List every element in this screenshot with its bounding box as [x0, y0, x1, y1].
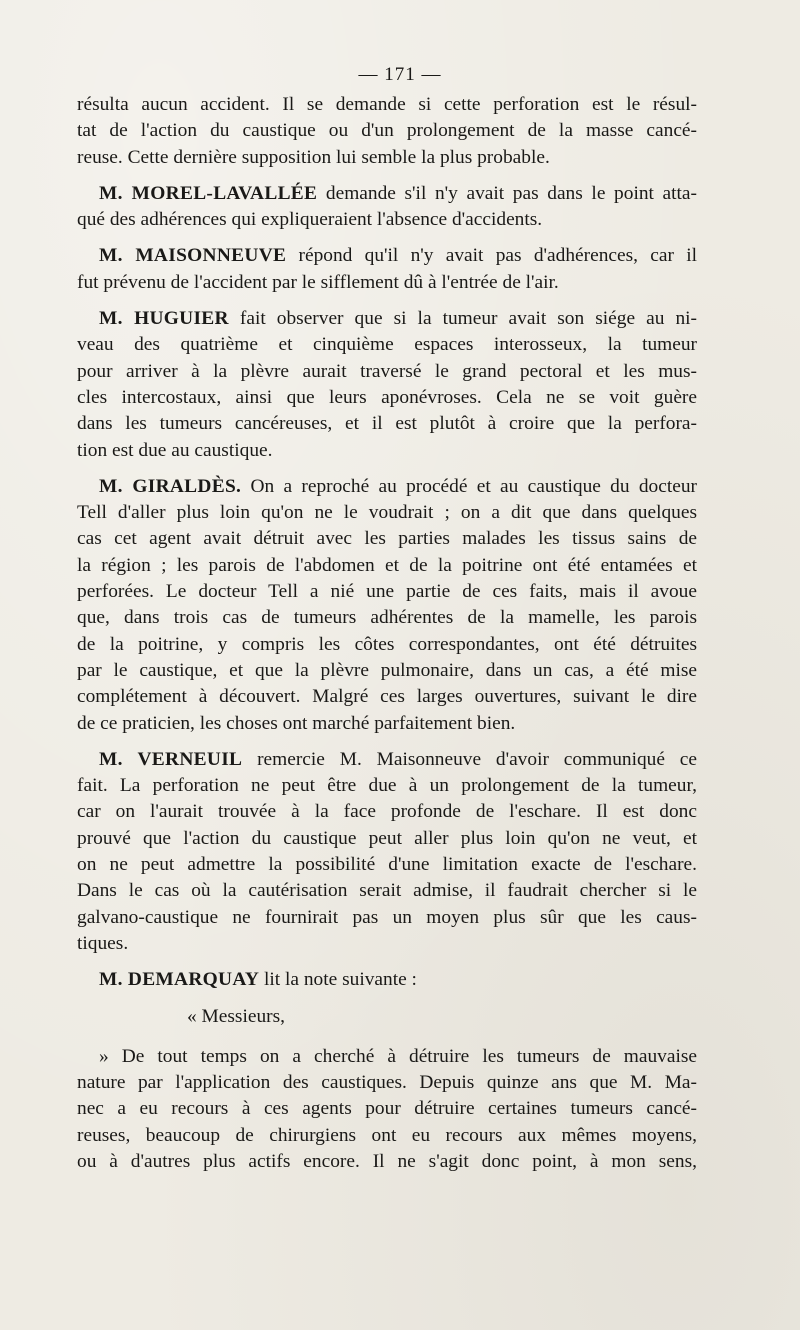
text-line: nature par l'application des caustiques. Depuis quinze ans que M. Ma- [77, 1072, 697, 1094]
text-line: cles intercostaux, ainsi que leurs aponévroses. Cela ne se voit guère [77, 386, 697, 408]
text-line: » De tout temps on a cherché à détruire les tumeurs de mauvaise [99, 1045, 697, 1067]
text-line [77, 967, 697, 993]
text-line: la région ; les parois de l'abdomen et de la poitrine ont été entamées et [77, 554, 697, 576]
text-line: veau des quatrième et cinquième espaces interosseux, la tumeur [77, 334, 697, 356]
text-line: nec a eu recours à ces agents pour détruire certaines tumeurs cancé- [77, 1098, 697, 1120]
page-text [77, 92, 697, 1185]
text-line [77, 181, 697, 207]
paragraph-verneuil [77, 747, 697, 957]
speaker-name: M. DEMARQUAY [99, 969, 260, 991]
text-line: tion est due au caustique. [77, 439, 273, 461]
paragraph-continuation [77, 92, 697, 171]
text-line: prouvé que l'action du caustique peut aller plus loin qu'on ne veut, et [77, 827, 697, 849]
text-line: fait. La perforation ne peut être due à un prolongement de la tumeur, [77, 775, 697, 797]
text-fragment: demande s'il n'y avait pas dans le point atta- [317, 182, 697, 204]
text-fragment: remercie M. Maisonneuve d'avoir communiqué ce [242, 748, 697, 770]
text-line: tiques. [77, 932, 129, 954]
text-line: complétement à découvert. Malgré ces larges ouvertures, suivant le dire [77, 686, 697, 708]
text-line: on ne peut admettre la possibilité d'une limitation exacte de l'eschare. [77, 854, 697, 876]
text-line: cas cet agent avait détruit avec les parties malades les tissus sains de [77, 528, 697, 550]
text-line: qué des adhérences qui expliqueraient l'absence d'accidents. [77, 209, 543, 231]
text-line: fut prévenu de l'accident par le sifflement dû à l'entrée de l'air. [77, 271, 559, 293]
text-line: perforées. Le docteur Tell a nié une partie de ces faits, mais il avoue [77, 581, 697, 603]
text-line: reuse. Cette dernière supposition lui semble la plus probable. [77, 146, 550, 168]
paragraph-huguier [77, 306, 697, 464]
speaker-name: M. VERNEUIL [99, 748, 243, 770]
text-line: car on l'aurait trouvée à la face profonde de l'eschare. Il est donc [77, 801, 697, 823]
text-line: Dans le cas où la cautérisation serait admise, il faudrait chercher si le [77, 880, 697, 902]
text-line: pour arriver à la plèvre aurait traversé le grand pectoral et les mus- [77, 360, 697, 382]
paragraph-note [77, 1044, 697, 1175]
text-line [77, 747, 697, 773]
text-fragment: On a reproché au procédé et au caustique du docteur [241, 475, 697, 497]
text-fragment: lit la note suivante : [259, 969, 417, 991]
salutation: « Messieurs, [187, 1005, 286, 1027]
text-fragment: fait observer que si la tumeur avait son siége au ni- [228, 308, 697, 330]
text-line [77, 306, 697, 332]
text-line: Tell d'aller plus loin qu'on ne le voudrait ; on a dit que dans quelques [77, 502, 697, 524]
text-line: tat de l'action du caustique ou d'un prolongement de la masse cancé- [77, 120, 697, 142]
text-line: par le caustique, et que la plèvre pulmonaire, dans un cas, a été mise [77, 659, 697, 681]
speaker-name: M. MAISONNEUVE [99, 245, 287, 267]
speaker-name: M. HUGUIER [99, 308, 229, 330]
text-line: résulta aucun accident. Il se demande si cette perforation est le résul- [77, 94, 697, 115]
text-line: de ce praticien, les choses ont marché parfaitement bien. [77, 712, 516, 734]
text-line [77, 243, 697, 269]
paragraph-maisonneuve [77, 243, 697, 296]
text-line: dans les tumeurs cancéreuses, et il est plutôt à croire que la perfora- [77, 413, 697, 435]
speaker-name: M. GIRALDÈS. [99, 475, 242, 497]
text-line [77, 474, 697, 500]
page-number: — 171 — [358, 64, 442, 85]
text-line: de la poitrine, y compris les côtes correspondantes, ont été détruites [77, 633, 697, 655]
text-line: que, dans trois cas de tumeurs adhérentes de la mamelle, les parois [77, 607, 697, 629]
paragraph-giraldes [77, 474, 697, 737]
text-line: reuses, beaucoup de chirurgiens ont eu recours aux mêmes moyens, [77, 1124, 697, 1146]
paragraph-morel-lavallee [77, 181, 697, 234]
text-fragment: répond qu'il n'y avait pas d'adhérences, car il [286, 245, 697, 267]
paragraph-demarquay [77, 967, 697, 993]
speaker-name: M. MOREL-LAVALLÉE [99, 182, 318, 204]
text-line: ou à d'autres plus actifs encore. Il ne s'agit donc point, à mon sens, [77, 1150, 697, 1172]
text-line: galvano-caustique ne fournirait pas un moyen plus sûr que les caus- [77, 906, 697, 928]
